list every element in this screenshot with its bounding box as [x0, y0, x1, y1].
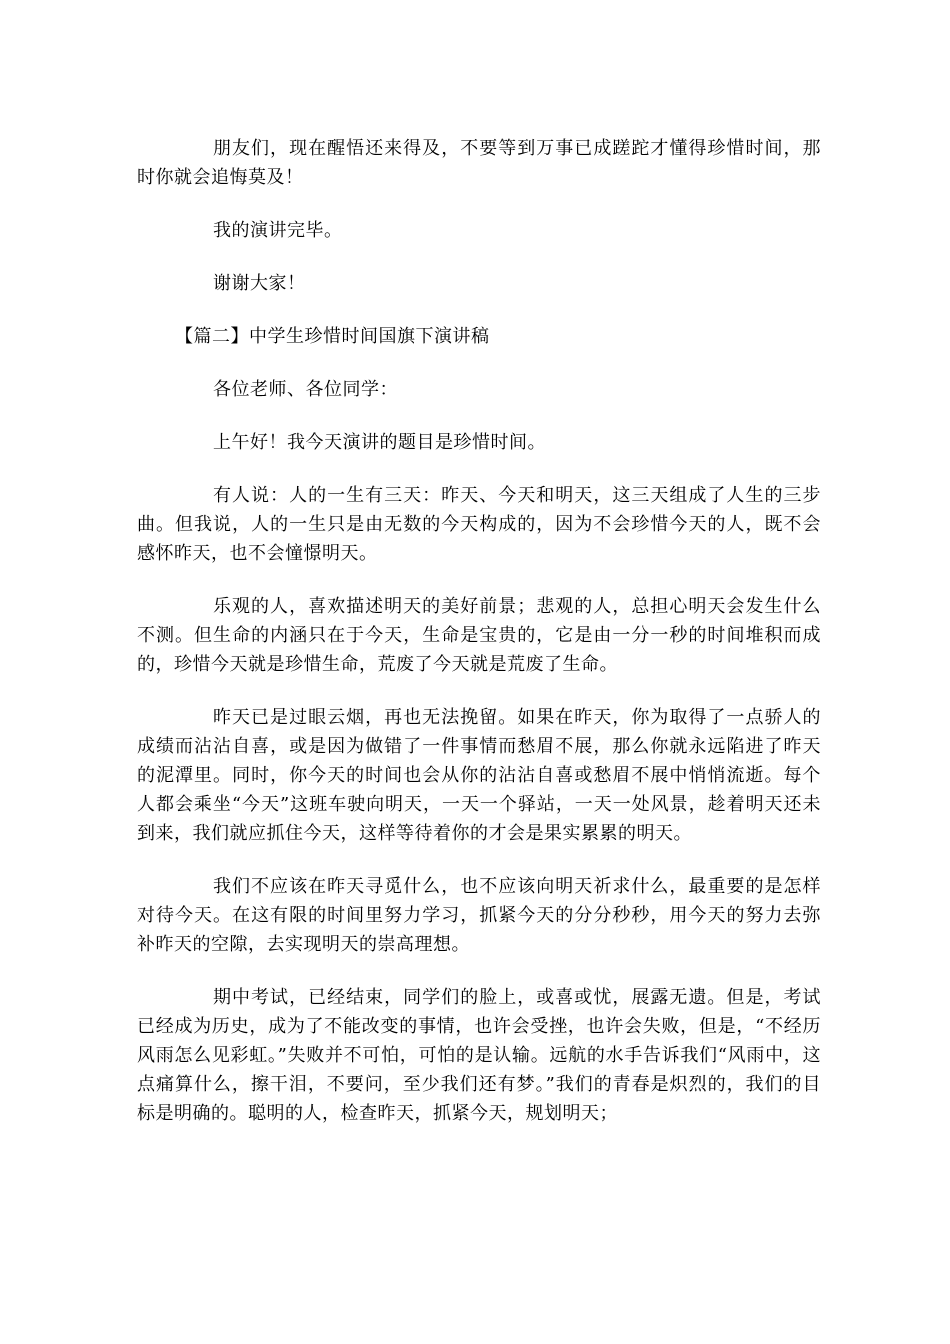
paragraph-yesterday: 昨天已是过眼云烟，再也无法挽留。如果在昨天，你为取得了一点骄人的成绩而沾沾自喜，或是因为做错了一件事情而愁眉不展，那么你就永远陷进了昨天的泥潭里。同时，你今天的时间也会从你的沾沾自喜或愁眉不展中悄悄流逝。每个人都会乘坐“今天”这班车驶向明天，一天一个驿站，一天一处风景，趁着明天还未到来，我们就应抓住今天，这样等待着你的才会是果实累累的明天。	[137, 707, 821, 844]
paragraph-thanks: 谢谢大家！	[213, 273, 306, 294]
paragraph-greeting: 上午好！我今天演讲的题目是珍惜时间。	[213, 432, 546, 453]
paragraph-closing-appeal: 朋友们，现在醒悟还来得及，不要等到万事已成蹉跎才懂得珍惜时间，那时你就会追悔莫及！	[137, 138, 821, 188]
section-heading: 【篇二】中学生珍惜时间国旗下演讲稿	[175, 326, 490, 347]
paragraph-three-days: 有人说：人的一生有三天：昨天、今天和明天，这三天组成了人生的三步曲。但我说，人的一生只是由无数的今天构成的，因为不会珍惜今天的人，既不会感怀昨天，也不会憧憬明天。	[137, 485, 821, 564]
paragraph-optimist-pessimist: 乐观的人，喜欢描述明天的美好前景；悲观的人，总担心明天会发生什么不测。但生命的内涵只在于今天，生命是宝贵的，它是由一分一秒的时间堆积而成的，珍惜今天就是珍惜生命，荒废了今天就是荒废了生命。	[137, 596, 821, 675]
paragraph-today: 我们不应该在昨天寻觅什么，也不应该向明天祈求什么，最重要的是怎样对待今天。在这有限的时间里努力学习，抓紧今天的分分秒秒，用今天的努力去弥补昨天的空隙，去实现明天的崇高理想。	[137, 876, 821, 955]
paragraph-midterm: 期中考试，已经结束，同学们的脸上，或喜或忧，展露无遗。但是，考试已经成为历史，成为了不能改变的事情，也许会受挫，也许会失败，但是，“不经历风雨怎么见彩虹。”失败并不可怕，可怕的是认输。远航的水手告诉我们“风雨中，这点痛算什么，擦干泪，不要问，至少我们还有梦。”我们的青春是炽烈的，我们的目标是明确的。聪明的人，检查昨天，抓紧今天，规划明天；	[137, 987, 821, 1124]
paragraph-speech-end: 我的演讲完毕。	[213, 220, 343, 241]
document-body	[137, 134, 821, 1128]
paragraph-salutation: 各位老师、各位同学：	[213, 379, 398, 400]
